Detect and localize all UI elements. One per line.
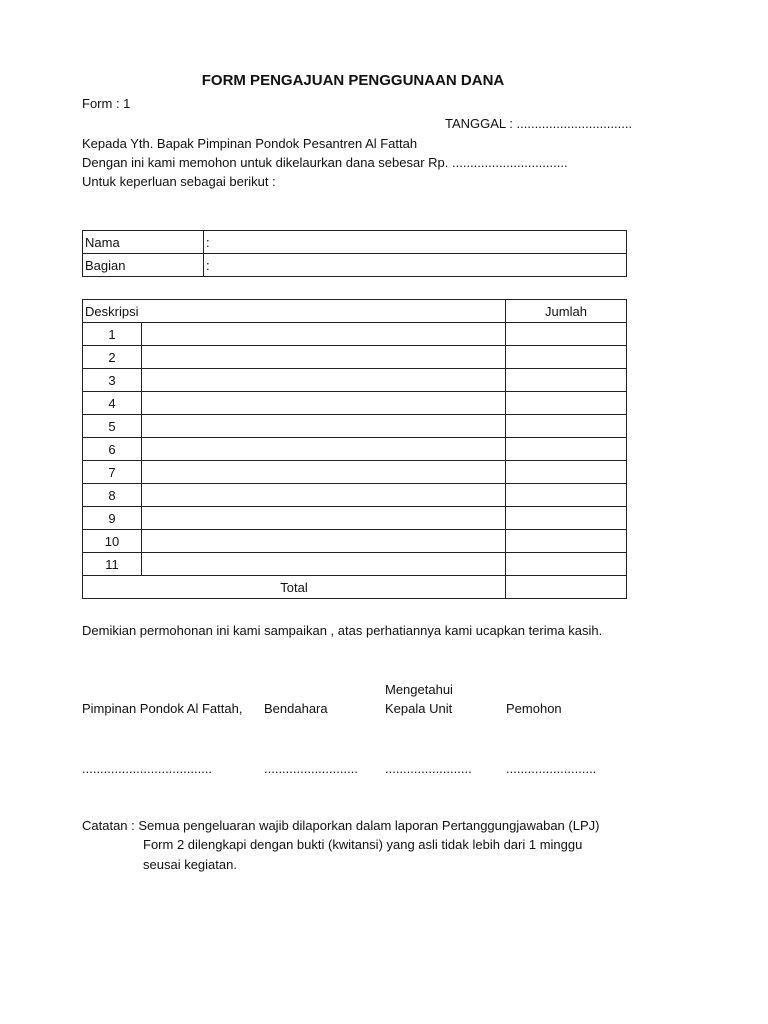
amount-cell[interactable] <box>506 507 627 530</box>
amount-cell[interactable] <box>506 484 627 507</box>
name-value-field[interactable]: : <box>204 231 627 254</box>
table-row <box>83 415 627 438</box>
total-amount-cell[interactable] <box>506 576 627 599</box>
row-number: 2 <box>83 346 142 369</box>
closing-statement: Demikian permohonan ini kami sampaikan , atas perhatiannya kami ucapkan terima kasih. <box>82 623 603 638</box>
form-title: FORM PENGAJUAN PENGGUNAAN DANA <box>201 72 505 89</box>
mengetahui-label: Mengetahui <box>385 682 453 697</box>
row-number: 11 <box>83 553 142 576</box>
total-row <box>83 576 627 599</box>
signature-line-treasurer: .......................... <box>264 761 358 776</box>
info-table <box>82 230 627 277</box>
amount-cell[interactable] <box>506 553 627 576</box>
section-label: Bagian <box>83 254 204 277</box>
row-number: 10 <box>83 530 142 553</box>
desc-cell[interactable] <box>142 484 506 507</box>
signature-role-applicant: Pemohon <box>506 701 562 716</box>
amount-cell[interactable] <box>506 438 627 461</box>
row-number: 7 <box>83 461 142 484</box>
amount-cell[interactable] <box>506 461 627 484</box>
note-line-3: seusai kegiatan. <box>143 857 237 872</box>
desc-header: Deskripsi <box>83 300 506 323</box>
amount-cell[interactable] <box>506 346 627 369</box>
info-row-section <box>83 254 627 277</box>
row-number: 4 <box>83 392 142 415</box>
purpose-line: Untuk keperluan sebagai berikut : <box>82 174 276 189</box>
desc-cell[interactable] <box>142 346 506 369</box>
row-number: 8 <box>83 484 142 507</box>
table-row <box>83 438 627 461</box>
row-number: 3 <box>83 369 142 392</box>
table-row <box>83 484 627 507</box>
form-number: Form : 1 <box>82 96 131 111</box>
signature-role-treasurer: Bendahara <box>264 701 328 716</box>
signature-line-unit-head: ........................ <box>385 761 472 776</box>
table-row <box>83 346 627 369</box>
total-label: Total <box>83 576 506 599</box>
row-number: 9 <box>83 507 142 530</box>
row-number: 6 <box>83 438 142 461</box>
amount-cell[interactable] <box>506 415 627 438</box>
desc-cell[interactable] <box>142 553 506 576</box>
amount-cell[interactable] <box>506 323 627 346</box>
signature-line-leader: .................................... <box>82 761 213 776</box>
desc-cell[interactable] <box>142 461 506 484</box>
amount-cell[interactable] <box>506 369 627 392</box>
table-row <box>83 323 627 346</box>
table-row <box>83 369 627 392</box>
desc-cell[interactable] <box>142 392 506 415</box>
section-value-field[interactable]: : <box>204 254 627 277</box>
row-number: 1 <box>83 323 142 346</box>
signature-line-applicant: ......................... <box>506 761 597 776</box>
row-number: 5 <box>83 415 142 438</box>
amount-cell[interactable] <box>506 392 627 415</box>
signature-role-unit-head: Kepala Unit <box>385 701 453 716</box>
table-row <box>83 553 627 576</box>
info-row-name <box>83 231 627 254</box>
signature-role-leader: Pimpinan Pondok Al Fattah, <box>82 701 243 716</box>
recipient-line: Kepada Yth. Bapak Pimpinan Pondok Pesantren Al Fattah <box>82 136 418 151</box>
table-row <box>83 392 627 415</box>
name-label: Nama <box>83 231 204 254</box>
request-line: Dengan ini kami memohon untuk dikelaurkan dana sebesar Rp. ................................ <box>82 155 568 170</box>
desc-cell[interactable] <box>142 530 506 553</box>
desc-cell[interactable] <box>142 507 506 530</box>
desc-cell[interactable] <box>142 438 506 461</box>
desc-header-row <box>83 300 627 323</box>
amount-header: Jumlah <box>506 300 627 323</box>
desc-cell[interactable] <box>142 415 506 438</box>
desc-cell[interactable] <box>142 369 506 392</box>
note-line-2: Form 2 dilengkapi dengan bukti (kwitansi) yang asli tidak lebih dari 1 minggu <box>143 837 583 852</box>
desc-cell[interactable] <box>142 323 506 346</box>
table-row <box>83 461 627 484</box>
table-row <box>83 507 627 530</box>
amount-cell[interactable] <box>506 530 627 553</box>
description-table <box>82 299 627 599</box>
table-row <box>83 530 627 553</box>
date-field: TANGGAL : ................................ <box>445 116 633 131</box>
note-line-1: Catatan : Semua pengeluaran wajib dilaporkan dalam laporan Pertanggungjawaban (LPJ) <box>82 818 600 833</box>
